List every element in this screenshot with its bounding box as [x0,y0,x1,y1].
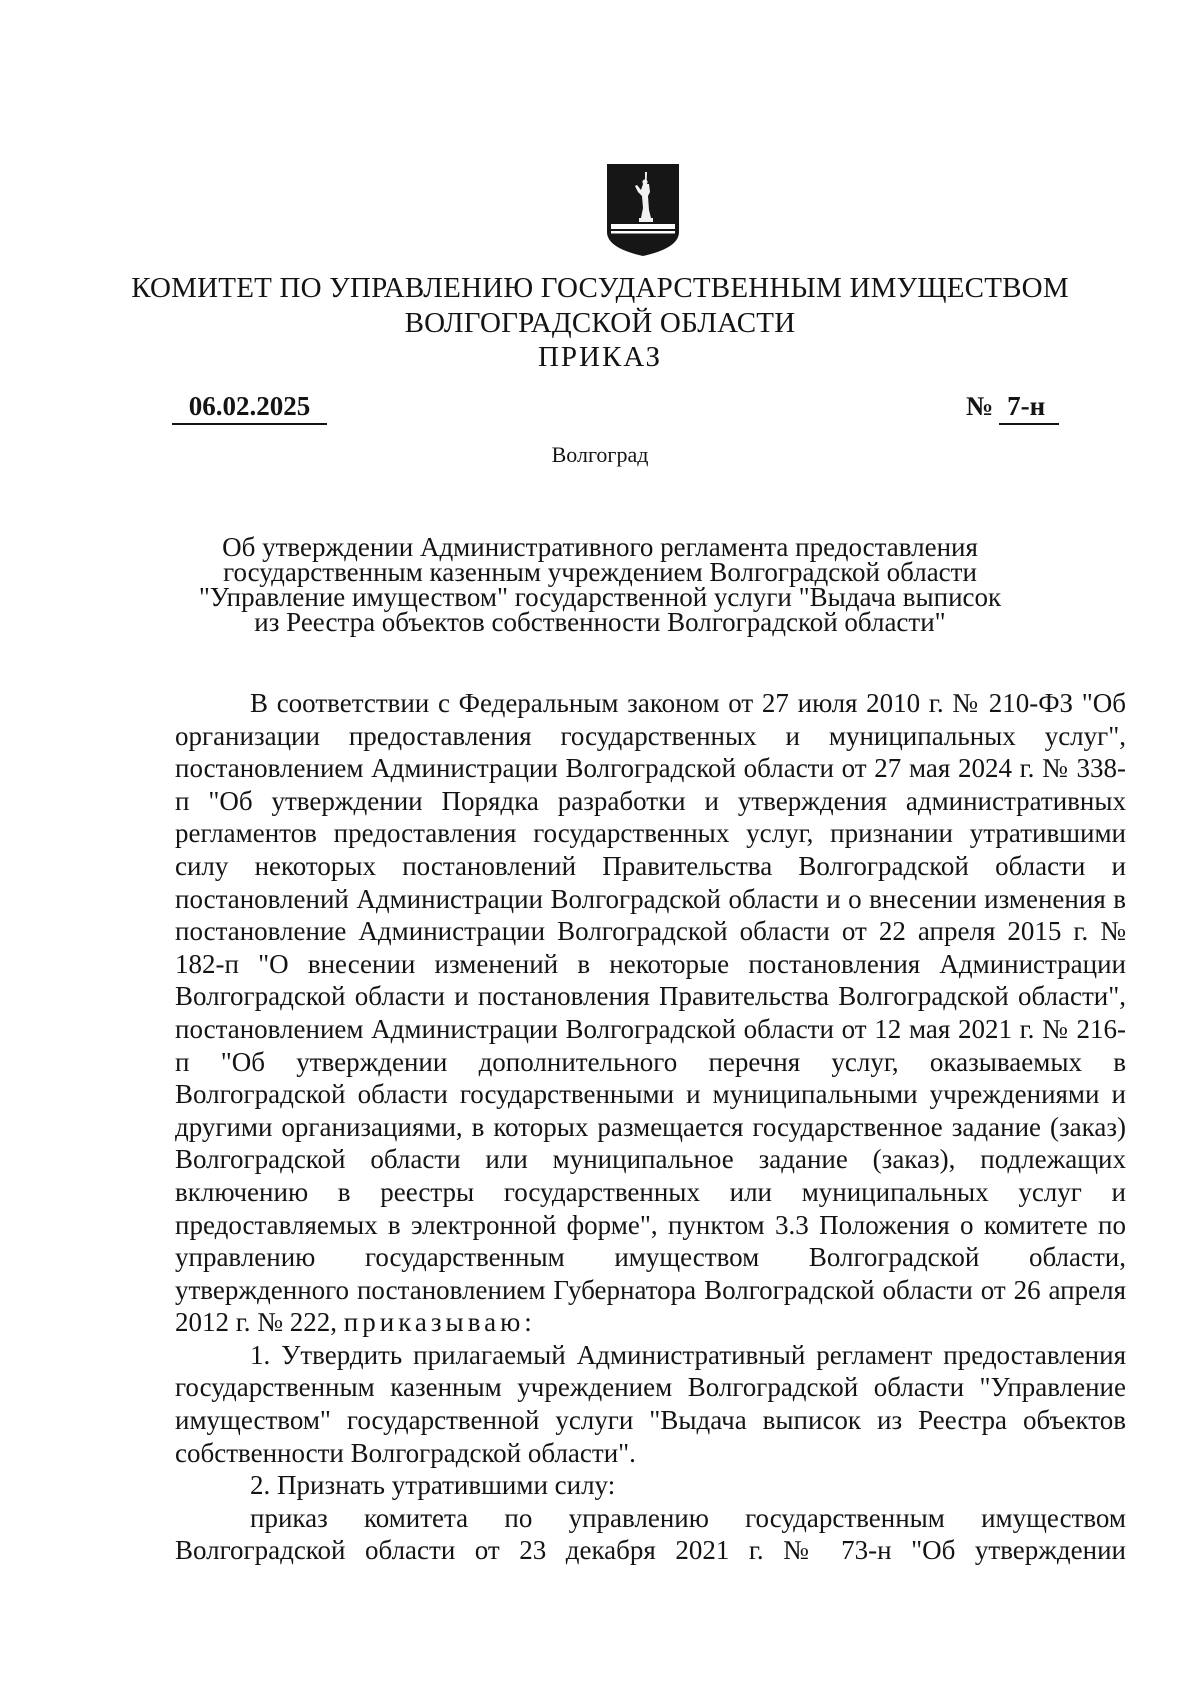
subject-line: государственным казенным учреждением Волгоградской области [223,557,977,587]
subject-line: "Управление имуществом" государственной услуги "Выдача выписок [198,582,1002,612]
item-2-paragraph: 2. Признать утратившими силу: [250,1470,616,1501]
order-date: 06.02.2025 [172,390,327,425]
volgograd-coat-of-arms-icon [605,162,681,258]
order-body [175,687,1126,1567]
preamble-paragraph [175,687,1126,1339]
order-number-block [966,390,1059,425]
subject-line: из Реестра объектов собственности Волгоградской области" [254,607,946,637]
preamble-text: В соответствии с Федеральным законом от 27 июля 2010 г. № 210-ФЗ "Об организации предоставления государственных и муниципальных услуг", постановлением Администрации Волгоградской области от 27 мая 2024 г. № 338-п "Об утверждении Порядка разработки и утверждения административных регламентов предоставления государственных услуг, признании утратившими силу некоторых постановлений Правительства Волгоградской области и постановлений Администрации Волгоградской области и о внесении изменения в постановление Администрации Волгоградской области от 22 апреля 2015 г. № 182-п "О внесении изменений в некоторые постановления Администрации Волгоградской области и постановления Правительства Волгоградской области", постановлением Администрации Волгоградской области от 12 мая 2021 г. № 216-п "Об утверждении дополнительного перечня услуг, оказываемых в Волгоградской области государственными и муниципальными учреждениями и другими организациями, в которых размещается государственное задание (заказ) Волгоградской области или муниципальное задание (заказ), подлежащих включению в реестры государственных или муниципальных услуг и предоставляемых в электронной форме", пунктом 3.3 Положения о комитете по управлению государственным имуществом Волгоградской области, утвержденного постановлением Губернатора Волгоградской области от 26 апреля 2012 г. № 222, [175,688,1126,1338]
order-number: 7-н [999,390,1059,425]
document-type: ПРИКАЗ [537,341,663,373]
organization-name-line-1: КОМИТЕТ ПО УПРАВЛЕНИЮ ГОСУДАРСТВЕННЫМ ИМУЩЕСТВОМ [131,272,1069,304]
order-subject [0,532,1200,637]
item-2-text-paragraph: приказ комитета по управлению государственным имуществом Волгоградской области от 23 декабря 2021 г. № 73-н "Об утверждении [175,1502,1126,1566]
subject-line: Об утверждении Административного регламента предоставления [222,532,978,562]
organization-name-line-2: ВОЛГОГРАДСКОЙ ОБЛАСТИ [404,307,796,339]
number-sign: № [966,391,994,421]
item-1-paragraph: 1. Утвердить прилагаемый Административный регламент предоставления государственным казенным учреждением Волгоградской области "Управление имуществом" государственной услуги "Выдача выписок из Реестра объектов собственности Волгоградской области". [175,1339,1126,1468]
city: Волгоград [551,442,649,467]
order-command: приказываю: [343,1307,536,1338]
